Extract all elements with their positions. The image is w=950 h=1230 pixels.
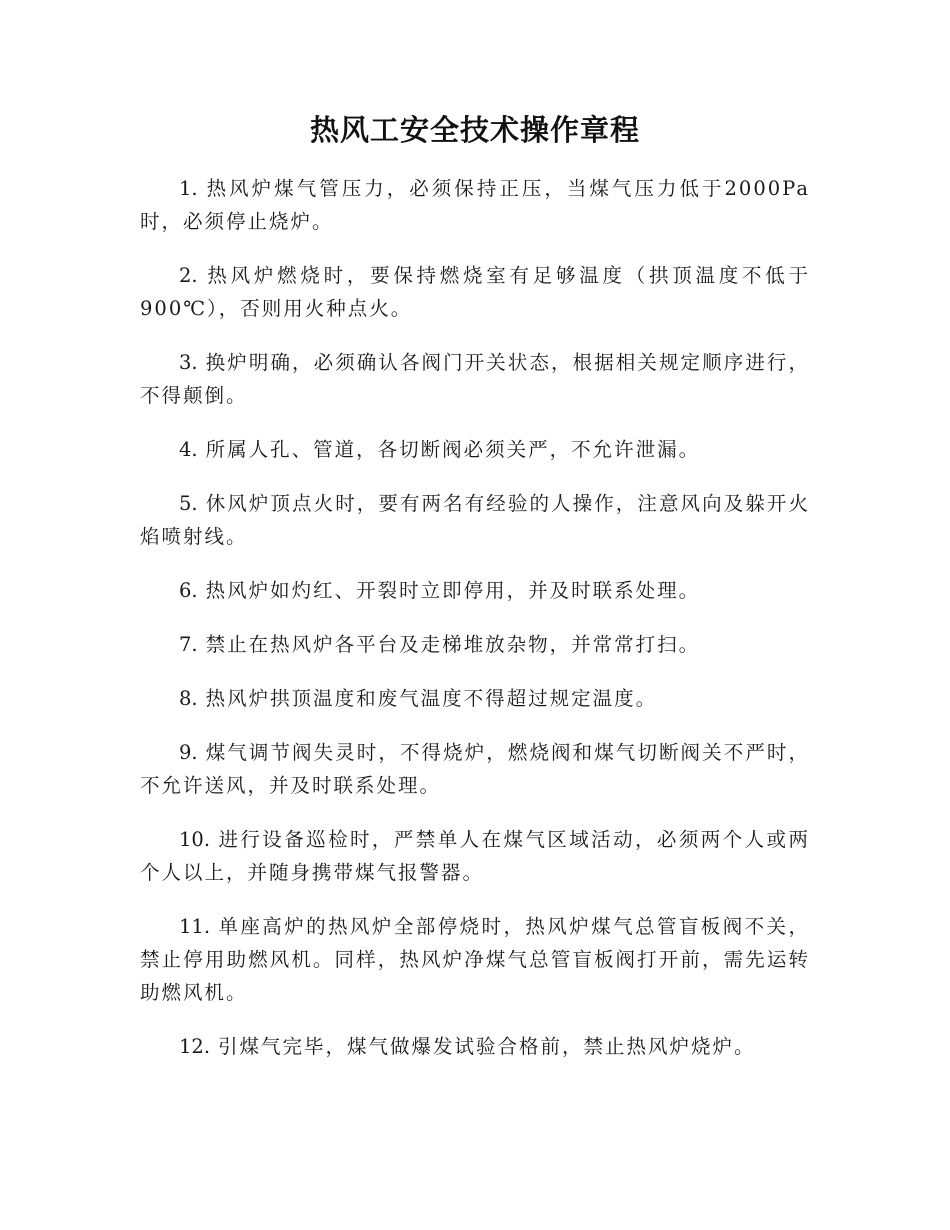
rule-text: 热风炉拱顶温度和废气温度不得超过规定温度。 <box>205 687 658 710</box>
rule-text: 禁止在热风炉各平台及走梯堆放杂物，并常常打扫。 <box>205 633 701 656</box>
rule-number: 6. <box>179 579 198 602</box>
rule-item-4 <box>140 433 810 466</box>
rule-number: 2. <box>179 264 198 287</box>
rule-number: 8. <box>179 687 198 710</box>
rule-number: 7. <box>179 633 198 656</box>
rule-number: 5. <box>179 492 198 515</box>
rule-text: 热风炉燃烧时，要保持燃烧室有足够温度（拱顶温度不低于900℃），否则用火种点火。 <box>140 264 810 320</box>
rule-text: 热风炉煤气管压力，必须保持正压，当煤气压力低于2000Pa时，必须停止烧炉。 <box>140 177 810 233</box>
rule-item-10 <box>140 823 810 889</box>
rule-item-8 <box>140 682 810 715</box>
rule-number: 11. <box>179 915 211 938</box>
rule-item-11 <box>140 910 810 1009</box>
rule-item-9 <box>140 736 810 802</box>
rule-number: 3. <box>179 351 198 374</box>
rule-item-5 <box>140 487 810 553</box>
rule-item-12 <box>140 1030 810 1063</box>
rule-number: 12. <box>179 1035 211 1058</box>
rule-text: 换炉明确，必须确认各阀门开关状态，根据相关规定顺序进行，不得颠倒。 <box>140 351 810 407</box>
rule-number: 9. <box>179 741 198 764</box>
rule-item-7 <box>140 628 810 661</box>
rule-text: 单座高炉的热风炉全部停烧时，热风炉煤气总管盲板阀不关，禁止停用助燃风机。同样，热风炉净煤气总管盲板阀打开前，需先运转助燃风机。 <box>140 915 810 1004</box>
rule-number: 1. <box>179 177 198 200</box>
rule-text: 所属人孔、管道，各切断阀必须关严，不允许泄漏。 <box>205 438 701 461</box>
rules-list <box>140 172 810 1063</box>
rule-text: 热风炉如灼红、开裂时立即停用，并及时联系处理。 <box>205 579 701 602</box>
rule-item-6 <box>140 574 810 607</box>
rule-item-1 <box>140 172 810 238</box>
rule-text: 煤气调节阀失灵时，不得烧炉，燃烧阀和煤气切断阀关不严时，不允许送风，并及时联系处理。 <box>140 741 810 797</box>
rule-number: 4. <box>179 438 198 461</box>
rule-text: 休风炉顶点火时，要有两名有经验的人操作，注意风向及躲开火焰喷射线。 <box>140 492 810 548</box>
rule-item-3 <box>140 346 810 412</box>
rule-number: 10. <box>179 828 211 851</box>
rule-text: 进行设备巡检时，严禁单人在煤气区域活动，必须两个人或两个人以上，并随身携带煤气报警器。 <box>140 828 810 884</box>
rule-text: 引煤气完毕，煤气做爆发试验合格前，禁止热风炉烧炉。 <box>218 1035 756 1058</box>
document-title: 热风工安全技术操作章程 <box>309 113 640 147</box>
rule-item-2 <box>140 259 810 325</box>
